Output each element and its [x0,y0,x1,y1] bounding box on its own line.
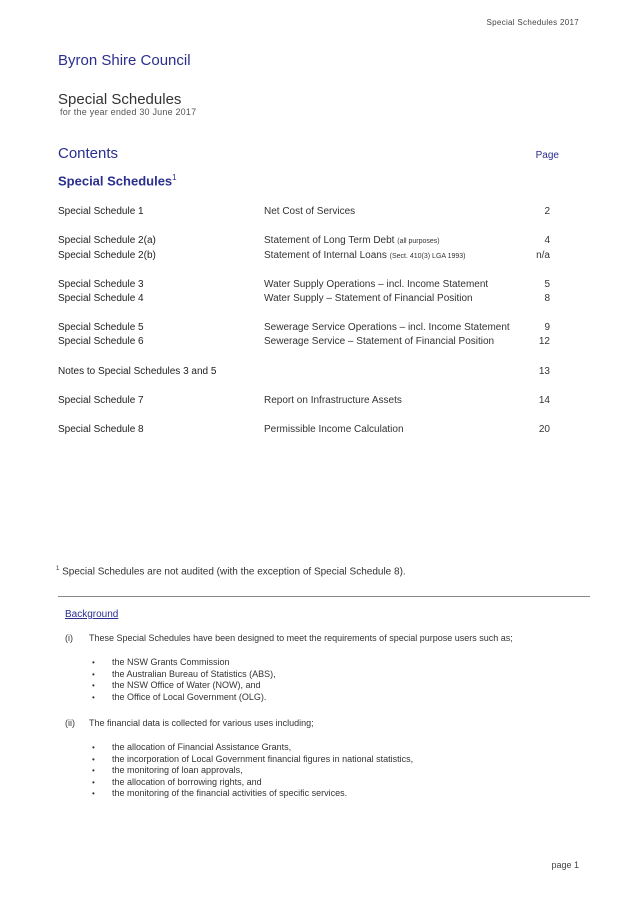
toc-description: Water Supply Operations – incl. Income Statement [264,279,489,290]
bullet-item: • the Office of Local Government (OLG). [92,692,276,704]
toc-row [58,279,563,293]
footnote-text: Special Schedules are not audited (with the exception of Special Schedule 8). [62,566,406,578]
toc-page-number: 2 [544,206,550,217]
toc-row [58,336,563,350]
toc-schedule: Special Schedule 1 [58,206,144,217]
toc-page-number: n/a [536,250,550,261]
bullet-list [92,657,276,703]
bullet-list [92,742,413,800]
paragraph-number: (ii) [65,718,75,728]
toc-description: Water Supply – Statement of Financial Position [264,293,473,304]
toc-page-number: 12 [538,336,550,347]
toc-page-number: 9 [544,322,550,333]
toc-row [58,250,563,264]
toc-row [58,395,563,409]
toc-schedule: Special Schedule 8 [58,424,144,435]
toc-description: Statement of Long Term Debt (all purposes) [264,235,440,246]
toc-description: Report on Infrastructure Assets [264,395,402,406]
toc-row [58,322,563,336]
bullet-item: • the monitoring of the financial activities of specific services. [92,788,413,800]
toc-page-number: 8 [544,293,550,304]
contents-heading: Contents [58,145,119,162]
toc-description: Permissible Income Calculation [264,424,404,435]
paragraph-text: These Special Schedules have been designed to meet the requirements of special purpose users such as; [89,633,513,643]
toc-schedule: Special Schedule 2(b) [58,250,156,261]
toc-schedule: Notes to Special Schedules 3 and 5 [58,366,217,377]
bullet-item: • the NSW Office of Water (NOW), and [92,680,276,692]
toc-schedule: Special Schedule 4 [58,293,144,304]
special-schedules-heading: Special Schedules$^1$ [58,173,177,189]
paragraph-text: The financial data is collected for various uses including; [89,718,314,728]
document-title: Special Schedules [58,91,182,108]
divider [58,596,590,597]
toc-schedule: Special Schedule 3 [58,279,144,290]
toc-page-number: 20 [538,424,550,435]
toc-page-number: 5 [544,279,550,290]
toc-row [58,424,563,438]
toc-schedule: Special Schedule 5 [58,322,144,333]
bullet-item: • the monitoring of loan approvals, [92,765,413,777]
running-header: Special Schedules 2017 [486,18,579,27]
toc-page-number: 4 [544,235,550,246]
bullet-item: • the allocation of borrowing rights, and [92,777,413,789]
document-subtitle: for the year ended 30 June 2017 [60,107,197,117]
toc-row [58,293,563,307]
paragraph-number: (i) [65,633,73,643]
toc-row [58,235,563,249]
council-name: Byron Shire Council [58,52,191,69]
background-link[interactable]: Background [65,609,119,620]
bullet-item: • the incorporation of Local Government financial figures in national statistics, [92,754,413,766]
bullet-item: • the Australian Bureau of Statistics (ABS), [92,669,276,681]
footnote-marker: 1 [172,173,177,182]
page-number: page 1 [551,860,579,870]
toc-description: Sewerage Service – Statement of Financial Position [264,336,495,347]
toc-schedule: Special Schedule 2(a) [58,235,156,246]
toc-schedule: Special Schedule 6 [58,336,144,347]
toc-note: (Sect. 410(3) LGA 1993) [389,253,466,260]
toc-row [58,206,563,220]
footnote-marker: 1 [56,566,60,572]
toc-page-number: 14 [538,395,550,406]
bullet-item: • the allocation of Financial Assistance Grants, [92,742,413,754]
footnote [56,566,406,577]
toc-description: Sewerage Service Operations – incl. Income Statement [264,322,510,333]
page-column-label: Page [535,150,559,161]
toc-description: Net Cost of Services [264,206,356,217]
toc-note: (all purposes) [397,238,440,245]
toc-page-number: 13 [538,366,550,377]
bullet-item: • the NSW Grants Commission [92,657,276,669]
toc-row [58,366,563,380]
toc-description: Statement of Internal Loans (Sect. 410(3) LGA 1993) [264,250,466,261]
toc-schedule: Special Schedule 7 [58,395,144,406]
